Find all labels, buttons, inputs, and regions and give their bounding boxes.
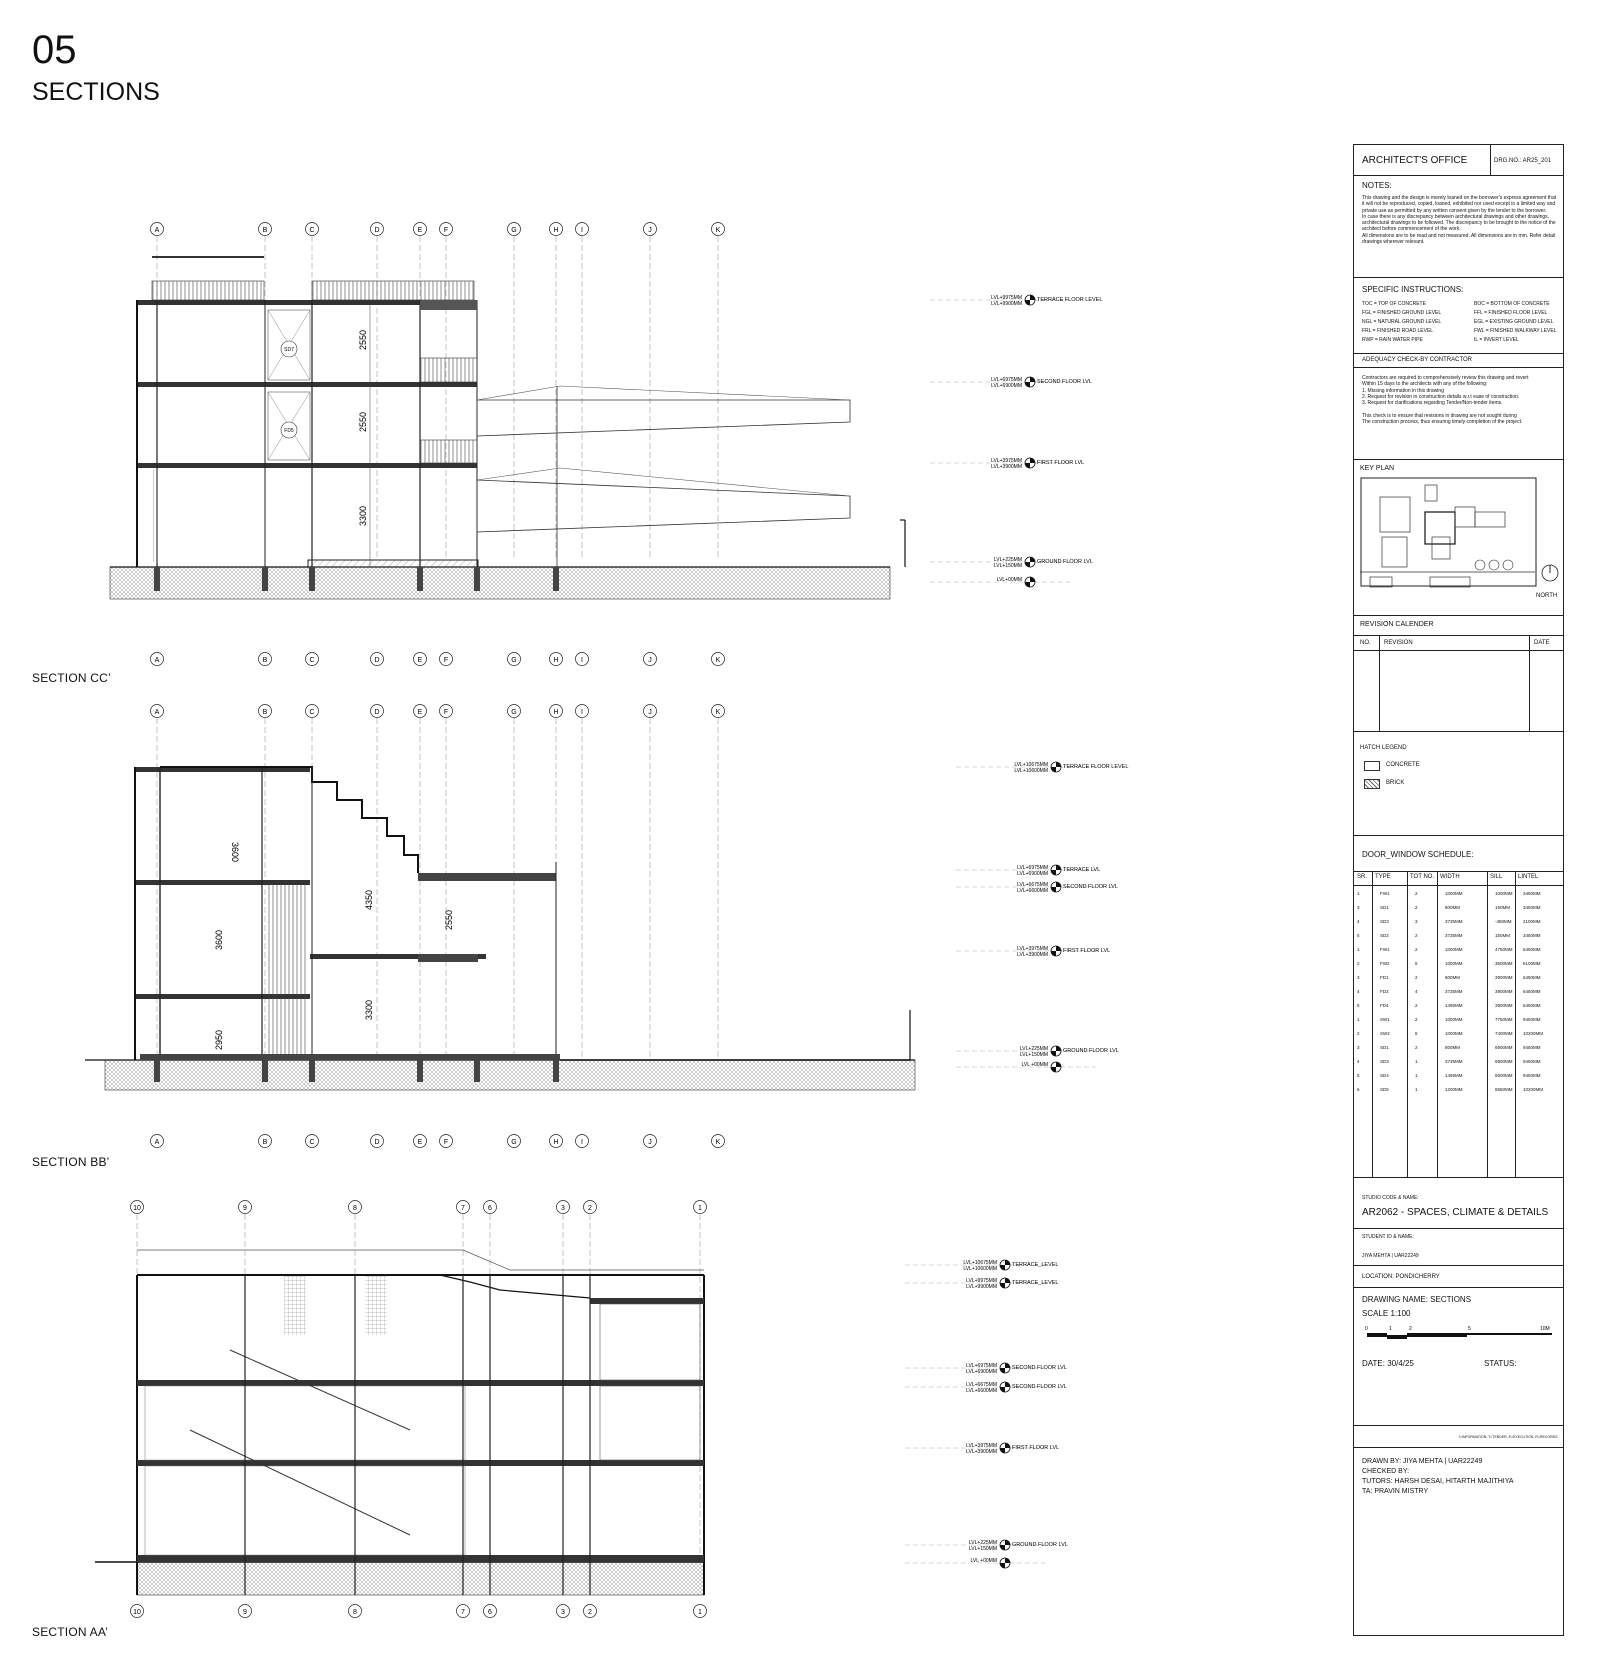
schedule-cell: 4 (1357, 919, 1360, 924)
grid-label: C (309, 656, 315, 664)
grid-label: C (309, 226, 315, 234)
schedule-cell: 6450MM (1523, 975, 1541, 980)
scale-bar (1362, 1323, 1557, 1345)
grid-label: I (581, 656, 583, 664)
status-key: I=INFORMATION, T=TENDER, E=EXECUTION, R=RECORDS (1459, 1435, 1558, 1439)
grid-label: 1 (698, 1608, 702, 1616)
student-name: JIYA MEHTA | UAR22249 (1362, 1253, 1419, 1259)
schedule-cell: FW1 (1380, 947, 1390, 952)
level-value: LVL +00MM (1021, 1062, 1048, 1068)
grid-label: 10 (133, 1608, 141, 1616)
level-name: TERRACE_LEVEL (1012, 1280, 1059, 1286)
grid-label: 3 (561, 1608, 565, 1616)
schedule-cell: FD3 (1380, 989, 1389, 994)
level-value: LVL+6975MM (966, 1363, 997, 1369)
level-name: TERRACE FLOOR LEVEL (1037, 297, 1103, 303)
schedule-cell: 1 (1415, 1059, 1418, 1064)
schedule-cell: 10200MM (1523, 1087, 1544, 1092)
rev-col-no: NO. (1360, 640, 1371, 646)
abbrev-right: BOC = BOTTOM OF CONCRETE FFL = FINISHED FLOOR LEVEL EGL = EXISTING GROUND LEVEL FWL = FINISHED WALKWAY LEVEL IL = INVERT LEVEL (1474, 301, 1557, 343)
level-value: LVL+6675MM (1017, 882, 1048, 888)
dim-label: 4350 (364, 889, 374, 910)
scale-tick: 1 (1389, 1326, 1392, 1332)
level-value: LVL+3900MM (966, 1449, 997, 1455)
abbrev-left: TOC = TOP OF CONCRETE FGL = FINISHED GROUND LEVEL NGL = NATURAL GROUND LEVEL FRL = FINISHED ROAD LEVEL RWP = RAIN WATER PIPE (1362, 301, 1442, 343)
schedule-cell: 1 (1357, 1017, 1360, 1022)
schedule-cell: 4 (1357, 1059, 1360, 1064)
schedule-cell: 6550MM (1495, 1087, 1513, 1092)
grid-label: K (715, 656, 721, 664)
schedule-cell: 800MM (1445, 1045, 1461, 1050)
grid-label: 9 (243, 1204, 247, 1212)
grid-label: B (262, 656, 268, 664)
grid-label: D (374, 656, 380, 664)
grid-label: B (262, 708, 268, 716)
grid-label: I (581, 1138, 583, 1146)
schedule-cell: 3500MM (1495, 961, 1513, 966)
schedule-cell: 6900MM (1495, 1045, 1513, 1050)
level-name: SECOND FLOOR LVL (1063, 884, 1118, 890)
level-name: SECOND FLOOR LVL (1012, 1384, 1067, 1390)
dim-label: 3600 (230, 842, 240, 863)
grid-label: J (648, 656, 652, 664)
schedule-cell: SD1 (1380, 1045, 1389, 1050)
schedule-cell: 6900MM (1495, 1059, 1513, 1064)
level-value: LVL+9900MM (966, 1284, 997, 1290)
revision-title: REVISION CALENDER (1360, 621, 1434, 628)
level-name: TERRACE LVL (1063, 867, 1101, 873)
level-value: LVL+225MM (968, 1540, 997, 1546)
grid-label: A (154, 1138, 160, 1146)
level-value: LVL+10675MM (1014, 762, 1048, 768)
grid-label: 8 (353, 1204, 357, 1212)
schedule-cell: SD4 (1380, 1073, 1389, 1078)
schedule-cell: 9450MM (1523, 1017, 1541, 1022)
schedule-cell: 2100MM (1523, 919, 1541, 924)
schedule-cell: 1000MM (1445, 1031, 1463, 1036)
level-value: LVL+6975MM (991, 377, 1022, 383)
grid-label: 7 (461, 1204, 465, 1212)
schedule-cell: 6450MM (1523, 947, 1541, 952)
schedule-cell: 3900MM (1495, 975, 1513, 980)
grid-label: J (648, 708, 652, 716)
level-value: LVL+00MM (996, 577, 1022, 583)
grid-label: G (511, 1138, 517, 1146)
level-value: LVL+6675MM (966, 1382, 997, 1388)
schedule-cell: -450MM (1495, 919, 1512, 924)
grid-label: F (443, 708, 449, 716)
location: LOCATION: PONDICHERRY (1362, 1274, 1440, 1280)
schedule-cell: 150MM (1495, 933, 1511, 938)
title-block (1353, 144, 1564, 1636)
level-name: SECOND FLOOR LVL (1012, 1365, 1067, 1371)
schedule-cell: 1000MM (1445, 961, 1463, 966)
schedule-cell: SD3 (1380, 919, 1389, 924)
schedule-cell: 1495MM (1445, 1003, 1463, 1008)
level-name: FIRST FLOOR LVL (1063, 948, 1111, 954)
scale-tick: 5 (1468, 1326, 1471, 1332)
schedule-cell: 6 (1357, 1087, 1360, 1092)
schedule-cell: 2 (1415, 947, 1418, 952)
grid-label: 6 (488, 1204, 492, 1212)
grid-label: I (581, 226, 583, 234)
level-value: LVL+10600MM (1014, 768, 1048, 774)
schedule-cell: 1200MM (1445, 1087, 1463, 1092)
schedule-cell: 2 (1415, 905, 1418, 910)
schedule-header: WIDTH (1440, 874, 1460, 880)
status: STATUS: (1484, 1359, 1517, 1368)
level-name: SECOND FLOOR LVL (1037, 379, 1092, 385)
grid-label: K (715, 708, 721, 716)
level-value: LVL+150MM (968, 1546, 997, 1552)
contractor-text: Contractors are required to comprehensively review this drawing and revert Within 15 days to the architects with any of the following: 1. Missing information in this drawing 2. Request for revision in construction details w.r.t ease of construction. 3. Request for clarifications regarding Tender/Non-tender items. This check is to ensure that revisions in drawing are not sought during The construction process, thus ensuring timely completion of the project. (1362, 375, 1529, 426)
level-value: LVL+9900MM (991, 301, 1022, 307)
schedule-cell: 3450MM (1523, 891, 1541, 896)
schedule-cell: 5 (1357, 1003, 1360, 1008)
drawing-name: DRAWING NAME: SECTIONS (1362, 1295, 1472, 1304)
schedule-cell: 9450MM (1523, 1045, 1541, 1050)
schedule-cell: 1 (1357, 947, 1360, 952)
page-number: 05 (32, 28, 77, 72)
schedule-cell: 3 (1357, 975, 1360, 980)
date: DATE: 30/4/25 (1362, 1359, 1414, 1368)
schedule-cell: SW2 (1380, 1031, 1390, 1036)
grid-label: H (553, 1138, 559, 1146)
schedule-cell: 7750MM (1495, 1017, 1513, 1022)
schedule-cell: 3450MM (1523, 905, 1541, 910)
page-title: SECTIONS (32, 78, 160, 106)
level-value: LVL+6900MM (966, 1369, 997, 1375)
schedule-cell: 5 (1357, 1073, 1360, 1078)
key-plan-title: KEY PLAN (1360, 465, 1395, 472)
level-value: LVL+9975MM (991, 295, 1022, 301)
level-name: FIRST FLOOR LVL (1012, 1445, 1060, 1451)
schedule-cell: 3900MM (1495, 1003, 1513, 1008)
level-value: LVL+225MM (993, 557, 1022, 563)
dim-label: 3600 (214, 929, 224, 950)
schedule-cell: 1 (1415, 1073, 1418, 1078)
schedule-cell: 1 (1357, 891, 1360, 896)
section-bb-label: SECTION BB’ (32, 1155, 110, 1169)
schedule-cell: 2 (1415, 1017, 1418, 1022)
level-value: LVL+150MM (1019, 1052, 1048, 1058)
schedule-cell: 1000MM (1495, 891, 1513, 896)
level-name: TERRACE FLOOR LEVEL (1063, 764, 1129, 770)
grid-label: 7 (461, 1608, 465, 1616)
scale-tick: 2 (1409, 1326, 1412, 1332)
level-value: LVL+6600MM (1017, 888, 1048, 894)
schedule-header: TOT NO. (1410, 874, 1435, 880)
level-name: GROUND FLOOR LVL (1037, 559, 1093, 565)
scale-tick: 10M (1540, 1326, 1550, 1332)
grid-label: E (417, 708, 423, 716)
schedule-header: SR. (1357, 874, 1368, 880)
level-name: TERRACE_LEVEL (1012, 1262, 1059, 1268)
svg-text:SD7: SD7 (284, 347, 294, 353)
grid-label: F (443, 1138, 449, 1146)
level-value: LVL+150MM (993, 563, 1022, 569)
level-value: LVL+3975MM (1017, 946, 1048, 952)
schedule-cell: FW1 (1380, 891, 1390, 896)
schedule-cell: SD3 (1380, 1059, 1389, 1064)
grid-label: D (374, 226, 380, 234)
level-value: LVL+6600MM (966, 1388, 997, 1394)
level-value: LVL+9975MM (966, 1278, 997, 1284)
dim-label: 2950 (214, 1029, 224, 1050)
schedule-cell: 3900MM (1495, 989, 1513, 994)
scale: SCALE 1:100 (1362, 1309, 1411, 1318)
schedule-cell: 3735MM (1445, 989, 1463, 994)
schedule-cell: 4 (1357, 989, 1360, 994)
grid-label: E (417, 1138, 423, 1146)
dim-label: 2550 (358, 411, 368, 432)
level-value: LVL+6900MM (991, 383, 1022, 389)
schedule-cell: 150MM (1495, 905, 1511, 910)
schedule-cell: 800MM (1445, 975, 1461, 980)
schedule-cell: 2 (1415, 975, 1418, 980)
schedule-cell: 6 (1415, 961, 1418, 966)
section-bb-drawing (85, 705, 1128, 1148)
schedule-cell: 3 (1357, 905, 1360, 910)
grid-label: B (262, 226, 268, 234)
schedule-cell: 9450MM (1523, 1073, 1541, 1078)
schedule-cell: FW2 (1380, 961, 1390, 966)
grid-label: D (374, 708, 380, 716)
schedule-cell: 4750MM (1495, 947, 1513, 952)
grid-label: K (715, 226, 721, 234)
grid-label: C (309, 708, 315, 716)
level-value: LVL+10600MM (963, 1266, 997, 1272)
schedule-cell: 10200MM (1523, 1031, 1544, 1036)
dim-label: 2550 (358, 329, 368, 350)
section-aa-label: SECTION AA’ (32, 1625, 108, 1639)
grid-label: 1 (698, 1204, 702, 1212)
grid-label: I (581, 708, 583, 716)
schedule-cell: 3450MM (1523, 933, 1541, 938)
level-value: LVL+225MM (1019, 1046, 1048, 1052)
grid-label: J (648, 1138, 652, 1146)
schedule-cell: 3735MM (1445, 1059, 1463, 1064)
level-value: LVL+3900MM (991, 464, 1022, 470)
level-value: LVL +00MM (970, 1558, 997, 1564)
schedule-cell: 2 (1415, 1045, 1418, 1050)
grid-label: 3 (561, 1204, 565, 1212)
section-cc-drawing (110, 223, 1102, 666)
dim-label: 3300 (364, 999, 374, 1020)
grid-label: 8 (353, 1608, 357, 1616)
scale-tick: 0 (1365, 1326, 1368, 1332)
schedule-cell: 6100MM (1523, 961, 1541, 966)
grid-label: A (154, 226, 160, 234)
rev-col-date: DATE (1534, 640, 1550, 646)
north-label: NORTH (1536, 593, 1558, 599)
schedule-cell: FD4 (1380, 1003, 1389, 1008)
schedule-cell: 2 (1415, 891, 1418, 896)
drawing-number: DRG.NO.: AR25_201 (1494, 158, 1552, 164)
schedule-header: LINTEL (1518, 874, 1539, 880)
office-name: ARCHITECT'S OFFICE (1362, 155, 1468, 166)
studio-label: STUDIO CODE & NAME: (1362, 1195, 1419, 1201)
hatch-brick: BRICK (1386, 780, 1405, 786)
schedule-title: DOOR_WINDOW SCHEDULE: (1362, 850, 1474, 859)
schedule-cell: 7400MM (1495, 1031, 1513, 1036)
grid-label: A (154, 656, 160, 664)
grid-label: 2 (588, 1608, 592, 1616)
schedule-cell: 6450MM (1523, 1003, 1541, 1008)
schedule-cell: 1465MM (1445, 1073, 1463, 1078)
schedule-cell: 2 (1415, 1003, 1418, 1008)
schedule-cell: 1000MM (1445, 947, 1463, 952)
schedule-cell: SD1 (1380, 905, 1389, 910)
level-value: LVL+10675MM (963, 1260, 997, 1266)
grid-label: H (553, 708, 559, 716)
section-aa-drawing (95, 1201, 1068, 1618)
adequacy-title: ADEQUACY CHECK-BY CONTRACTOR (1362, 357, 1473, 363)
section-cc-label: SECTION CC’ (32, 671, 111, 685)
level-name: GROUND FLOOR LVL (1063, 1048, 1119, 1054)
grid-label: H (553, 656, 559, 664)
hatch-legend-title: HATCH LEGEND (1360, 745, 1407, 751)
schedule-cell: 6450MM (1523, 989, 1541, 994)
schedule-cell: FD1 (1380, 975, 1389, 980)
grid-label: E (417, 226, 423, 234)
specific-instructions-title: SPECIFIC INSTRUCTIONS: (1362, 285, 1464, 294)
schedule-cell: SD2 (1380, 933, 1389, 938)
schedule-header: SILL (1490, 874, 1503, 880)
level-value: LVL+6975MM (1017, 865, 1048, 871)
grid-label: F (443, 656, 449, 664)
notes-title: NOTES: (1362, 181, 1392, 190)
schedule-cell: 3 (1357, 1045, 1360, 1050)
grid-label: 2 (588, 1204, 592, 1212)
grid-label: K (715, 1138, 721, 1146)
level-value: LVL+3975MM (991, 458, 1022, 464)
grid-label: G (511, 708, 517, 716)
schedule-cell: 1 (1415, 1087, 1418, 1092)
schedule-cell: 2 (1415, 933, 1418, 938)
level-value: LVL+3975MM (966, 1443, 997, 1449)
schedule-cell: 2 (1357, 1031, 1360, 1036)
grid-label: D (374, 1138, 380, 1146)
schedule-cell: 1000MM (1445, 1017, 1463, 1022)
student-label: STUDENT ID & NAME: (1362, 1234, 1414, 1240)
schedule-cell: 9450MM (1523, 1059, 1541, 1064)
grid-label: B (262, 1138, 268, 1146)
key-plan (1360, 477, 1560, 599)
schedule-cell: 4 (1415, 989, 1418, 994)
level-value: LVL+6900MM (1017, 871, 1048, 877)
grid-label: 9 (243, 1608, 247, 1616)
grid-label: F (443, 226, 449, 234)
grid-label: G (511, 656, 517, 664)
grid-label: J (648, 226, 652, 234)
concrete-swatch (1364, 761, 1380, 771)
dim-label: 2550 (444, 909, 454, 930)
schedule-cell: 3735MM (1445, 919, 1463, 924)
grid-label: H (553, 226, 559, 234)
schedule-cell: 6600MM (1495, 1073, 1513, 1078)
level-name: FIRST FLOOR LVL (1037, 460, 1085, 466)
schedule-cell: 800MM (1445, 905, 1461, 910)
schedule-cell: 3 (1415, 919, 1418, 924)
grid-label: 6 (488, 1608, 492, 1616)
schedule-cell: 3735MM (1445, 933, 1463, 938)
svg-text:FD5: FD5 (284, 428, 294, 434)
schedule-cell: 6 (1415, 1031, 1418, 1036)
door-window-schedule (1354, 871, 1563, 1131)
grid-label: 10 (133, 1204, 141, 1212)
schedule-cell: 5 (1357, 933, 1360, 938)
schedule-cell: 2 (1357, 961, 1360, 966)
grid-label: G (511, 226, 517, 234)
schedule-header: TYPE (1375, 874, 1391, 880)
dim-label: 3300 (358, 505, 368, 526)
credits: DRAWN BY: JIYA MEHTA | UAR22249 CHECKED BY: TUTORS: HARSH DESAI, HITARTH MAJITHIYA TA: PRAVIN MISTRY (1362, 1458, 1514, 1495)
studio-name: AR2062 - SPACES, CLIMATE & DETAILS (1362, 1207, 1549, 1218)
grid-label: E (417, 656, 423, 664)
grid-label: A (154, 708, 160, 716)
grid-label: C (309, 1138, 315, 1146)
schedule-cell: SW1 (1380, 1017, 1390, 1022)
notes-text: This drawing and the design is merely loaned on the borrower's express agreement that it will not be reproduced, copied, loaned, exhibited nor used except in a limited way and private use as permitted by any written consent given by the lender to the borrower. In case there is any discrepancy between architectural drawings and other drawings, architectural drawings to be followed. The discrepancy to be brought to the notice of the architect before commencement of the work. All dimensions are to be read and not measured. All dimensions are in mm. Refer detail drawings wherever relevant. (1362, 195, 1557, 246)
level-value: LVL+3900MM (1017, 952, 1048, 958)
hatch-concrete: CONCRETE (1386, 762, 1420, 768)
schedule-cell: 1000MM (1445, 891, 1463, 896)
schedule-cell: SD5 (1380, 1087, 1389, 1092)
level-name: GROUND FLOOR LVL (1012, 1542, 1068, 1548)
brick-swatch (1364, 779, 1380, 789)
rev-col-revision: REVISION (1384, 640, 1413, 646)
